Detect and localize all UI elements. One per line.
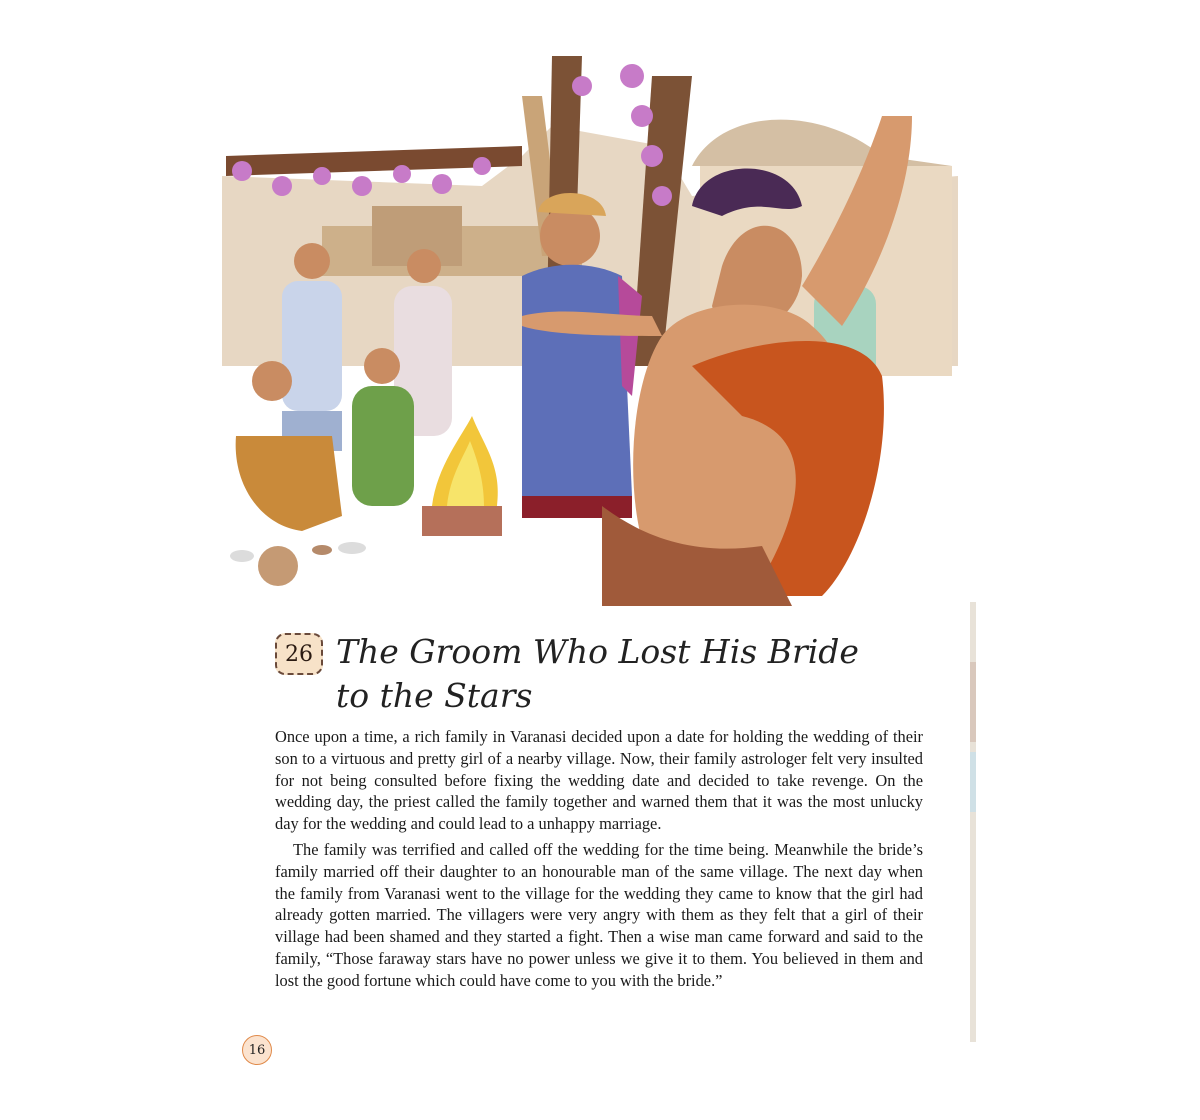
page-edge-strip (970, 602, 976, 1042)
story-body (275, 726, 923, 996)
story-paragraph: The family was terrified and called off the wedding for the time being. Meanwhile the bride’s family married off their daughter to an honourable man of the same village. The next day when the family from Varanasi went to the village for the wedding they came to know that the girl had already gotten married. The villagers were very angry with them as they felt that a girl of their village had been shamed and they started a fight. Then a wise man came forward and said to the family, “Those faraway stars have no power unless we give it to them. You believed in them and lost the good fortune which could have come to you with the bride.” (275, 839, 923, 990)
story-number-badge: 26 (275, 633, 323, 675)
story-paragraph: Once upon a time, a rich family in Varanasi decided upon a date for holding the wedding of their son to a virtuous and pretty girl of a nearby village. Now, their family astrologer felt very insulted for not being consulted before fixing the wedding date and decided to take revenge. On the wedding day, the priest called the family together and warned them that it was the most unlucky day for the wedding and could lead to a unhappy marriage. (275, 727, 923, 834)
page-number: 16 (242, 1035, 272, 1065)
story-title-line2: to the Stars (336, 676, 533, 715)
story-title (336, 630, 936, 718)
story-title-line1: The Groom Who Lost His Bride (336, 632, 859, 671)
wedding-scene-illustration (222, 36, 958, 606)
